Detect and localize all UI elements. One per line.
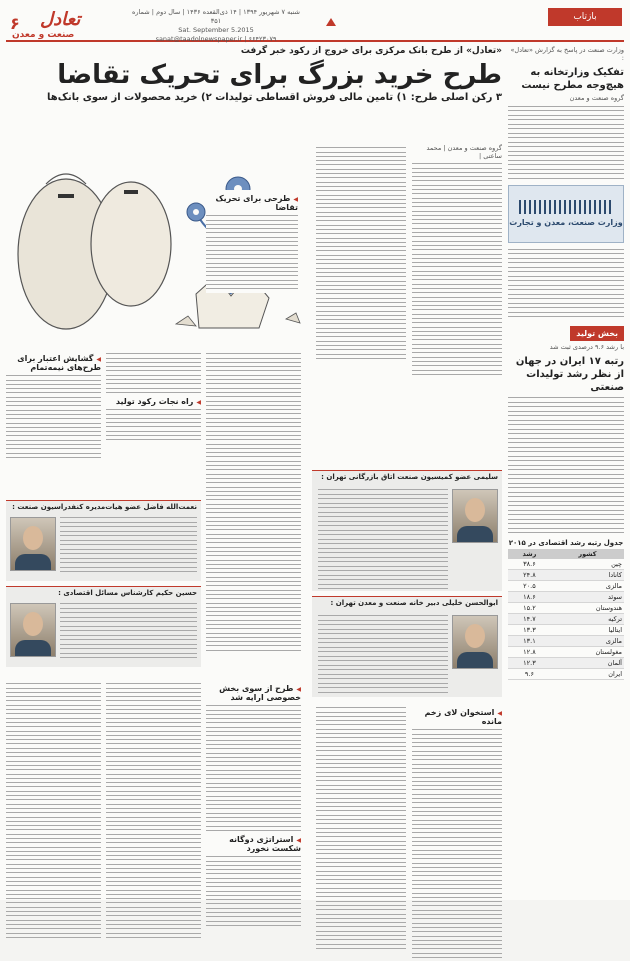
lead-column-2 bbox=[316, 144, 406, 362]
triangle-icon bbox=[326, 18, 336, 26]
dateline-persian: شنبه ۷ شهریور ۱۳۹۴ | ۱۴ ذی‌القعده ۱۴۳۶ | سال دوم | شماره ۳۵۱ bbox=[132, 8, 300, 25]
table-row: مالزی ۲۰.۵ bbox=[508, 581, 624, 592]
bottom-column-3 bbox=[206, 680, 301, 929]
right-column-tag: بازتاب bbox=[548, 8, 622, 26]
article-supra: «تعادل» از طرح بانک مرکزی برای خروج از رکود خبر گرفت bbox=[240, 46, 502, 56]
table-row: مغولستان ۱۲.۸ bbox=[508, 647, 624, 658]
portrait-photo-2 bbox=[452, 615, 498, 669]
body-text bbox=[316, 147, 406, 359]
table-row: ترکیه ۱۴.۷ bbox=[508, 614, 624, 625]
portrait-photo-4 bbox=[10, 603, 56, 657]
article-title: طرح خرید بزرگ برای تحریک تقاضا bbox=[57, 60, 502, 90]
body-text bbox=[206, 353, 301, 650]
interview-box-2 bbox=[312, 596, 502, 697]
interview-box-3 bbox=[6, 500, 201, 581]
newspaper-logo: تعادل bbox=[40, 9, 81, 30]
sidebar-item2-body bbox=[508, 397, 624, 533]
body-text bbox=[412, 729, 502, 958]
main-article bbox=[6, 40, 502, 894]
interviewee-name-2: ابوالحسن خلیلی دبیر خانه صنعت و معدن تهران : bbox=[330, 599, 498, 607]
bottom-column-2 bbox=[316, 704, 406, 952]
page-number: ۶ bbox=[10, 14, 20, 33]
page-header bbox=[6, 6, 624, 42]
lower-left-column-1 bbox=[6, 350, 101, 461]
ad-text: وزارت صنعت، معدن و تجارت bbox=[509, 218, 623, 227]
portrait-photo-1 bbox=[452, 489, 498, 543]
interviewee-name-4: حسین حکیم کارشناس مسائل اقتصادی : bbox=[58, 589, 197, 597]
body-text bbox=[318, 489, 448, 589]
table-row: هندوستان ۱۵.۲ bbox=[508, 603, 624, 614]
lead-column-1 bbox=[412, 144, 502, 378]
interviewee-name-1: سلیمی عضو کمیسیون صنعت اتاق بازرگانی تهران : bbox=[321, 473, 498, 481]
bottom-column-1 bbox=[412, 704, 502, 961]
article-subtitle: ۳ رکن اصلی طرح: ۱) تامین مالی فروش اقساطی تولیدات ۲) خرید محصولات از سوی بانک‌ها bbox=[47, 92, 502, 103]
table-row: آلمان ۱۲.۳ bbox=[508, 658, 624, 669]
body-text bbox=[106, 409, 201, 440]
body-text bbox=[106, 353, 201, 393]
box-title-1: ◀ طرحی برای تحریک تقاضا bbox=[206, 194, 298, 212]
table-row: سوئد ۱۸.۶ bbox=[508, 592, 624, 603]
right-sidebar bbox=[508, 40, 624, 894]
sidebar-item1-body-cont bbox=[508, 249, 624, 318]
table-row: کانادا ۲۴.۸ bbox=[508, 570, 624, 581]
table-header-growth: رشد bbox=[508, 549, 551, 559]
ad-pattern bbox=[519, 200, 613, 214]
dateline bbox=[126, 8, 306, 44]
body-text bbox=[206, 856, 301, 926]
table-row: ایتالیا ۱۳.۳ bbox=[508, 625, 624, 636]
bottom-column-5 bbox=[6, 680, 101, 941]
box-title-6: ◀ استراتژی دوگانه شکست نخورد bbox=[206, 835, 301, 853]
box-title-2: ◀ گشایش اعتبار برای طرح‌های نیمه‌تمام bbox=[6, 354, 101, 372]
sidebar-tag-production: بخش تولید bbox=[570, 326, 624, 341]
article-byline: گروه صنعت و معدن | محمد ساعتی | bbox=[426, 144, 502, 160]
table-caption: جدول رتبه رشد اقتصادی در ۲۰۱۵ bbox=[508, 539, 624, 547]
table-row: چین ۳۸.۶ bbox=[508, 559, 624, 570]
section-topic: صنعت و معدن bbox=[12, 30, 75, 40]
sidebar-item2-kicker: با رشد ۹.۶ درصدی ثبت شد bbox=[549, 342, 624, 351]
inset-box bbox=[206, 190, 298, 293]
box-title-5: ◀ استخوان لای زخم مانده bbox=[412, 708, 502, 726]
body-text bbox=[206, 215, 298, 289]
bottom-column-4 bbox=[106, 680, 201, 941]
interview-box-1 bbox=[312, 470, 502, 591]
sidebar-item1-body bbox=[508, 106, 624, 179]
body-text bbox=[412, 163, 502, 375]
table-header-country: کشور bbox=[551, 549, 624, 559]
table-row: مالزی ۱۳.۱ bbox=[508, 636, 624, 647]
box-title-3: ◀ راه نجات رکود تولید bbox=[106, 397, 201, 406]
interviewee-name-3: نعمت‌الله فاضل عضو هیات‌مدیره کنفدراسیون صنعت : bbox=[12, 503, 197, 511]
lower-left-column-3 bbox=[206, 350, 301, 654]
body-text bbox=[316, 707, 406, 949]
sidebar-item1-kicker: وزارت صنعت در پاسخ به گزارش «تعادل» : bbox=[510, 46, 624, 62]
box-title-4: ◀ طرح از سوی بخش خصوصی ارایه شد bbox=[206, 684, 301, 702]
body-text bbox=[60, 603, 197, 658]
growth-table bbox=[508, 537, 624, 680]
body-text bbox=[6, 375, 101, 458]
sidebar-item2-title: رتبه ۱۷ ایران در جهان از نظر رشد تولیدات صنعتی bbox=[515, 355, 624, 393]
lower-left-column-2 bbox=[106, 350, 201, 444]
dateline-contact: sanat@taadolnewspaper.ir | ۶۶۴۲۳۰۷۹ bbox=[155, 35, 277, 43]
portrait-photo-3 bbox=[10, 517, 56, 571]
interview-box-4 bbox=[6, 586, 201, 667]
table-row: ایران ۹.۶ bbox=[508, 669, 624, 680]
body-text bbox=[206, 705, 301, 831]
sidebar-item1-title: تفکیک وزارتخانه به هیچ‌وجه مطرح نیست bbox=[521, 67, 624, 91]
dateline-english: Sat. September 5.2015 bbox=[178, 26, 254, 34]
sidebar-item1-source: گروه صنعت و معدن bbox=[569, 94, 624, 102]
ministry-ad bbox=[508, 185, 624, 243]
body-text bbox=[318, 615, 448, 693]
body-text bbox=[60, 517, 197, 572]
